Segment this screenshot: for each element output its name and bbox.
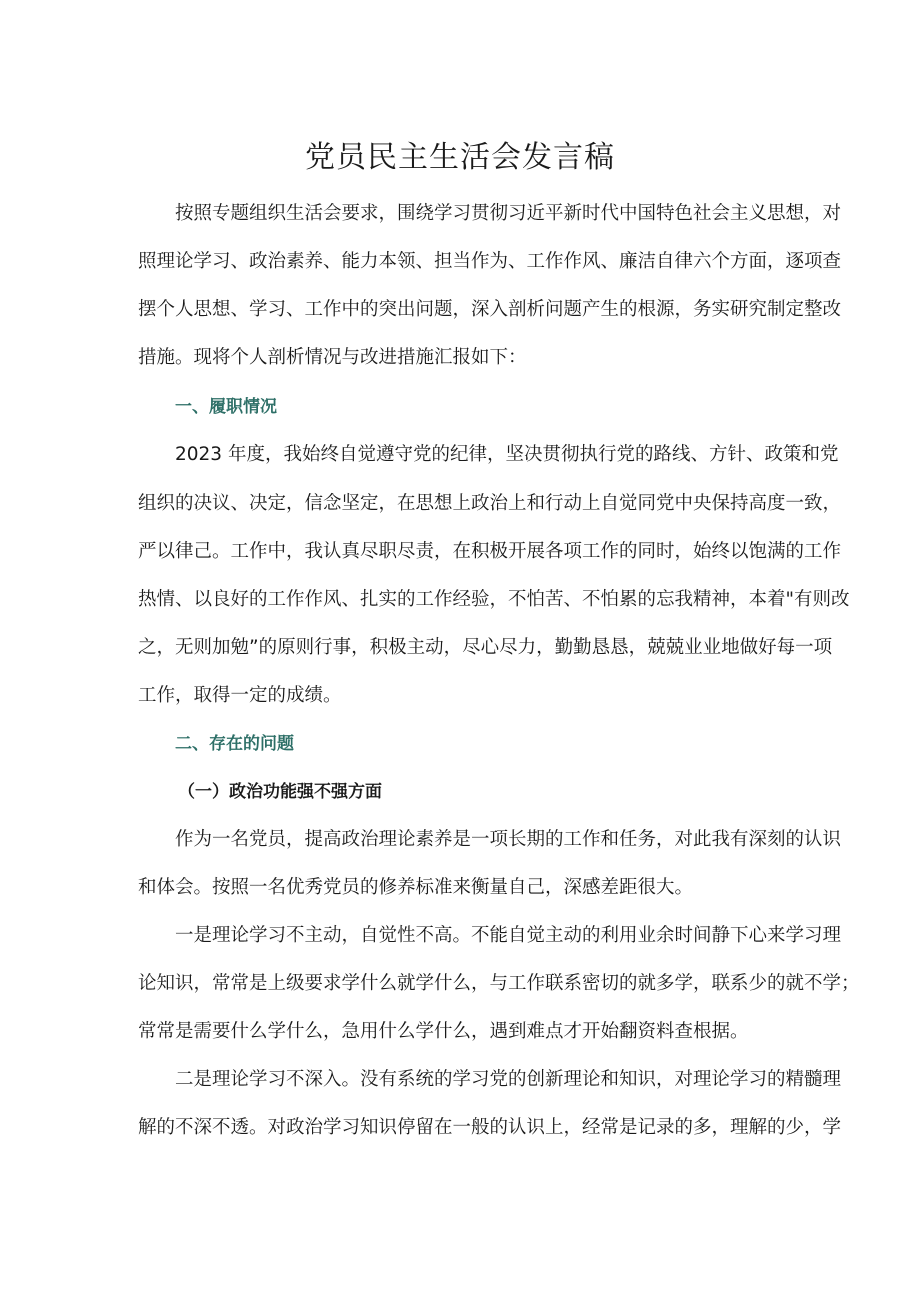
body-line: 工作，取得一定的成绩。 [138, 685, 342, 706]
body-line: 和体会。按照一名优秀党员的修养标准来衡量自己，深感差距很大。 [138, 877, 694, 898]
body-line: 二是理论学习不深入。没有系统的学习党的创新理论和知识，对理论学习的精髓理 [175, 1069, 842, 1090]
body-line: 严以律己。工作中，我认真尽职尽责，在积极开展各项工作的同时，始终以饱满的工作 [138, 541, 842, 562]
body-line: 常常是需要什么学什么，急用什么学什么，遇到难点才开始翻资料查根据。 [138, 1021, 749, 1042]
intro-line: 措施。现将个人剖析情况与改进措施汇报如下： [138, 347, 527, 368]
body-line: 组织的决议、决定，信念坚定，在思想上政治上和行动上自觉同党中央保持高度一致， [138, 493, 842, 514]
body-line: 一是理论学习不主动，自觉性不高。不能自觉主动的利用业余时间静下心来学习理 [175, 925, 842, 946]
intro-line: 摆个人思想、学习、工作中的突出问题，深入剖析问题产生的根源，务实研究制定整改 [138, 299, 842, 320]
body-line: 热情、以良好的工作作风、扎实的工作经验，不怕苦、不怕累的忘我精神，本着"有则改 [138, 589, 850, 610]
body-line: 2023 年度，我始终自觉遵守党的纪律，坚决贯彻执行党的路线、方针、政策和党 [175, 444, 839, 465]
body-line: 论知识，常常是上级要求学什么就学什么，与工作联系密切的就多学，联系少的就不学； [138, 973, 860, 994]
intro-line: 照理论学习、政治素养、能力本领、担当作为、工作作风、廉洁自律六个方面，逐项查 [138, 251, 842, 272]
body-line: 作为一名党员，提高政治理论素养是一项长期的工作和任务，对此我有深刻的认识 [175, 829, 842, 850]
body-line: 解的不深不透。对政治学习知识停留在一般的认识上，经常是记录的多，理解的少，学 [138, 1117, 842, 1138]
section-heading-performance: 一、履职情况 [175, 397, 277, 417]
subsection-heading: （一）政治功能强不强方面 [178, 782, 382, 802]
document-title: 党员民主生活会发言稿 [305, 140, 615, 175]
intro-line: 按照专题组织生活会要求，围绕学习贯彻习近平新时代中国特色社会主义思想，对 [175, 203, 842, 224]
section-heading-problems: 二、存在的问题 [175, 734, 294, 754]
body-line: 之，无则加勉”的原则行事，积极主动，尽心尽力，勤勤恳恳，兢兢业业地做好每一项 [138, 637, 833, 658]
